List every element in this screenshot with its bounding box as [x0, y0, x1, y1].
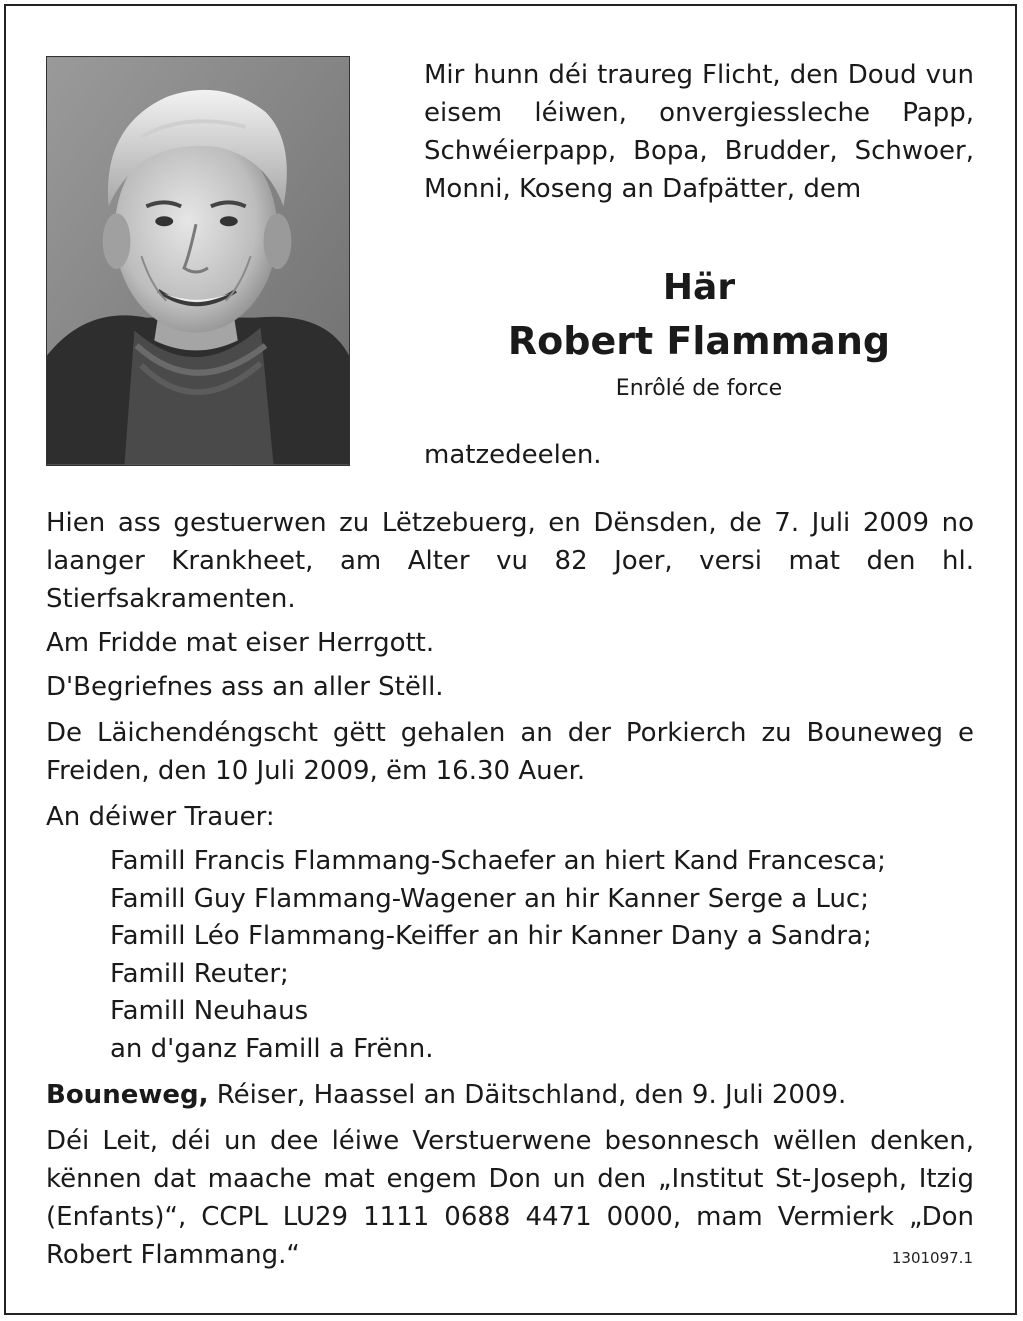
place-name: Bouneweg, — [46, 1080, 209, 1110]
place-date-line — [46, 1076, 974, 1114]
family-list — [110, 843, 974, 1068]
honorific: Här — [662, 267, 736, 308]
funeral-paragraph: De Läichendéngscht gëtt gehalen an der Porkierch zu Bouneweg e Freiden, den 10 Juli 2009, ëm 16.30 Auer. — [46, 718, 974, 786]
family-item: an d'ganz Famill a Frënn. — [110, 1033, 434, 1064]
family-item: Famill Léo Flammang-Keiffer an hir Kanner Dany a Sandra; — [110, 921, 872, 951]
burial-line: D'Begriefnes ass an aller Stëll. — [46, 672, 444, 702]
peace-line: Am Fridde mat eiser Herrgott. — [46, 628, 435, 658]
portrait-photo — [46, 56, 350, 466]
place-date-rest: Réiser, Haassel an Däitschland, den 9. Juli 2009. — [208, 1080, 847, 1110]
intro-text: Mir hunn déi traureg Flicht, den Doud vun eisem léiwen, onvergiessleche Papp, Schwéierpapp, Bopa, Brudder, Schwoer, Monni, Koseng an Dafpätter, dem — [424, 60, 974, 204]
deceased-name: Robert Flammang — [507, 319, 891, 363]
reference-number: 1301097.1 — [891, 1249, 973, 1267]
intro-end-text: matzedeelen. — [424, 440, 602, 470]
deceased-subtitle: Enrôlé de force — [615, 376, 783, 401]
family-item: Famill Francis Flammang-Schaefer an hiert Kand Francesca; — [110, 846, 886, 876]
family-item: Famill Neuhaus — [110, 996, 309, 1026]
family-item: Famill Reuter; — [110, 958, 289, 989]
death-paragraph: Hien ass gestuerwen zu Lëtzebuerg, en Dënsden, de 7. Juli 2009 no laanger Krankheet, am Alter vu 82 Joer, versi mat den hl. Stierfsakramenten. — [46, 508, 974, 614]
donation-paragraph: Déi Leit, déi un dee léiwe Verstuerwene besonnesch wëllen denken, kënnen dat maache mat engem Don un den „Institut St-Joseph, Itzig (Enfants)“, CCPL LU29 1111 0688 4471 0000, mam Vermierk „Don Robert Flammang.“ — [46, 1126, 974, 1270]
mourning-label: An déiwer Trauer: — [46, 802, 275, 832]
family-item: Famill Guy Flammang-Wagener an hir Kanner Serge a Luc; — [110, 883, 869, 914]
